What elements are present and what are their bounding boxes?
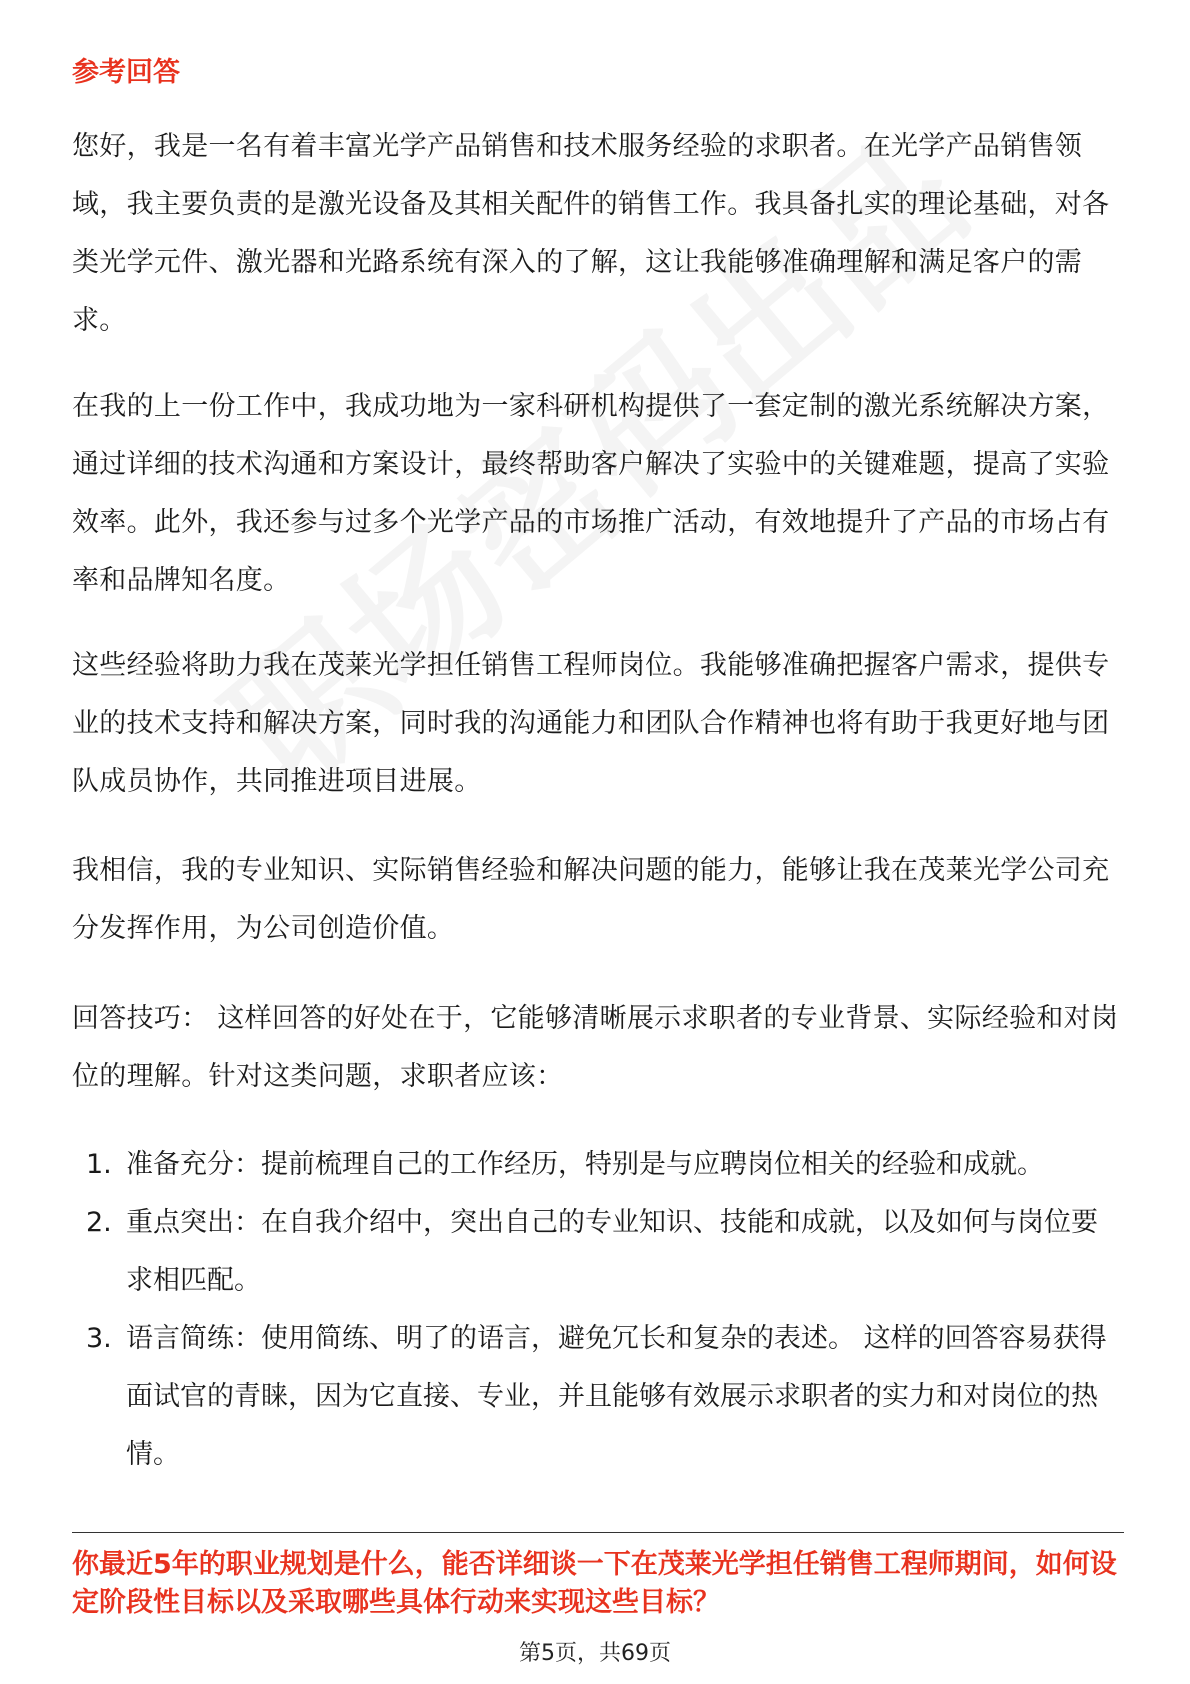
list-item-text: 语言简练：使用简练、明了的语言，避免冗长和复杂的表述。 这样的回答容易获得面试官的青睐，因为它直接、专业，并且能够有效展示求职者的实力和对岗位的热情。 bbox=[126, 1323, 1107, 1470]
list-item bbox=[72, 1310, 1122, 1484]
answer-paragraph-1: 您好，我是一名有着丰富光学产品销售和技术服务经验的求职者。在光学产品销售领域，我主要负责的是激光设备及其相关配件的销售工作。我具备扎实的理论基础，对各类光学元件、激光器和光路系统有深入的了解，这让我能够准确理解和满足客户的需求。 bbox=[72, 131, 1110, 336]
list-item-text: 准备充分：提前梳理自己的工作经历，特别是与应聘岗位相关的经验和成就。 bbox=[126, 1149, 1044, 1180]
page-number: 第5页，共69页 bbox=[519, 1641, 671, 1666]
tips-intro-paragraph: 回答技巧： 这样回答的好处在于，它能够清晰展示求职者的专业背景、实际经验和对岗位的理解。针对这类问题，求职者应该： bbox=[72, 1003, 1119, 1092]
list-item bbox=[72, 1136, 1122, 1194]
list-item-number: 2. bbox=[86, 1207, 112, 1238]
divider bbox=[72, 1532, 1124, 1533]
section-title: 参考回答 bbox=[72, 57, 180, 88]
list-item-text: 重点突出：在自我介绍中，突出自己的专业知识、技能和成就，以及如何与岗位要求相匹配。 bbox=[126, 1207, 1098, 1296]
next-question-heading: 你最近5年的职业规划是什么，能否详细谈一下在茂莱光学担任销售工程师期间，如何设定阶段性目标以及采取哪些具体行动来实现这些目标？ bbox=[72, 1549, 1117, 1618]
tips-list bbox=[72, 1136, 1122, 1484]
list-item-number: 3. bbox=[86, 1323, 112, 1354]
answer-paragraph-4: 我相信，我的专业知识、实际销售经验和解决问题的能力，能够让我在茂莱光学公司充分发挥作用，为公司创造价值。 bbox=[72, 855, 1110, 944]
list-item-number: 1. bbox=[86, 1149, 112, 1180]
answer-paragraph-3: 这些经验将助力我在茂莱光学担任销售工程师岗位。我能够准确把握客户需求，提供专业的技术支持和解决方案，同时我的沟通能力和团队合作精神也将有助于我更好地与团队成员协作，共同推进项目进展。 bbox=[72, 650, 1110, 797]
answer-paragraph-2: 在我的上一份工作中，我成功地为一家科研机构提供了一套定制的激光系统解决方案，通过详细的技术沟通和方案设计，最终帮助客户解决了实验中的关键难题，提高了实验效率。此外，我还参与过多个光学产品的市场推广活动，有效地提升了产品的市场占有率和品牌知名度。 bbox=[72, 391, 1110, 596]
list-item bbox=[72, 1194, 1122, 1310]
